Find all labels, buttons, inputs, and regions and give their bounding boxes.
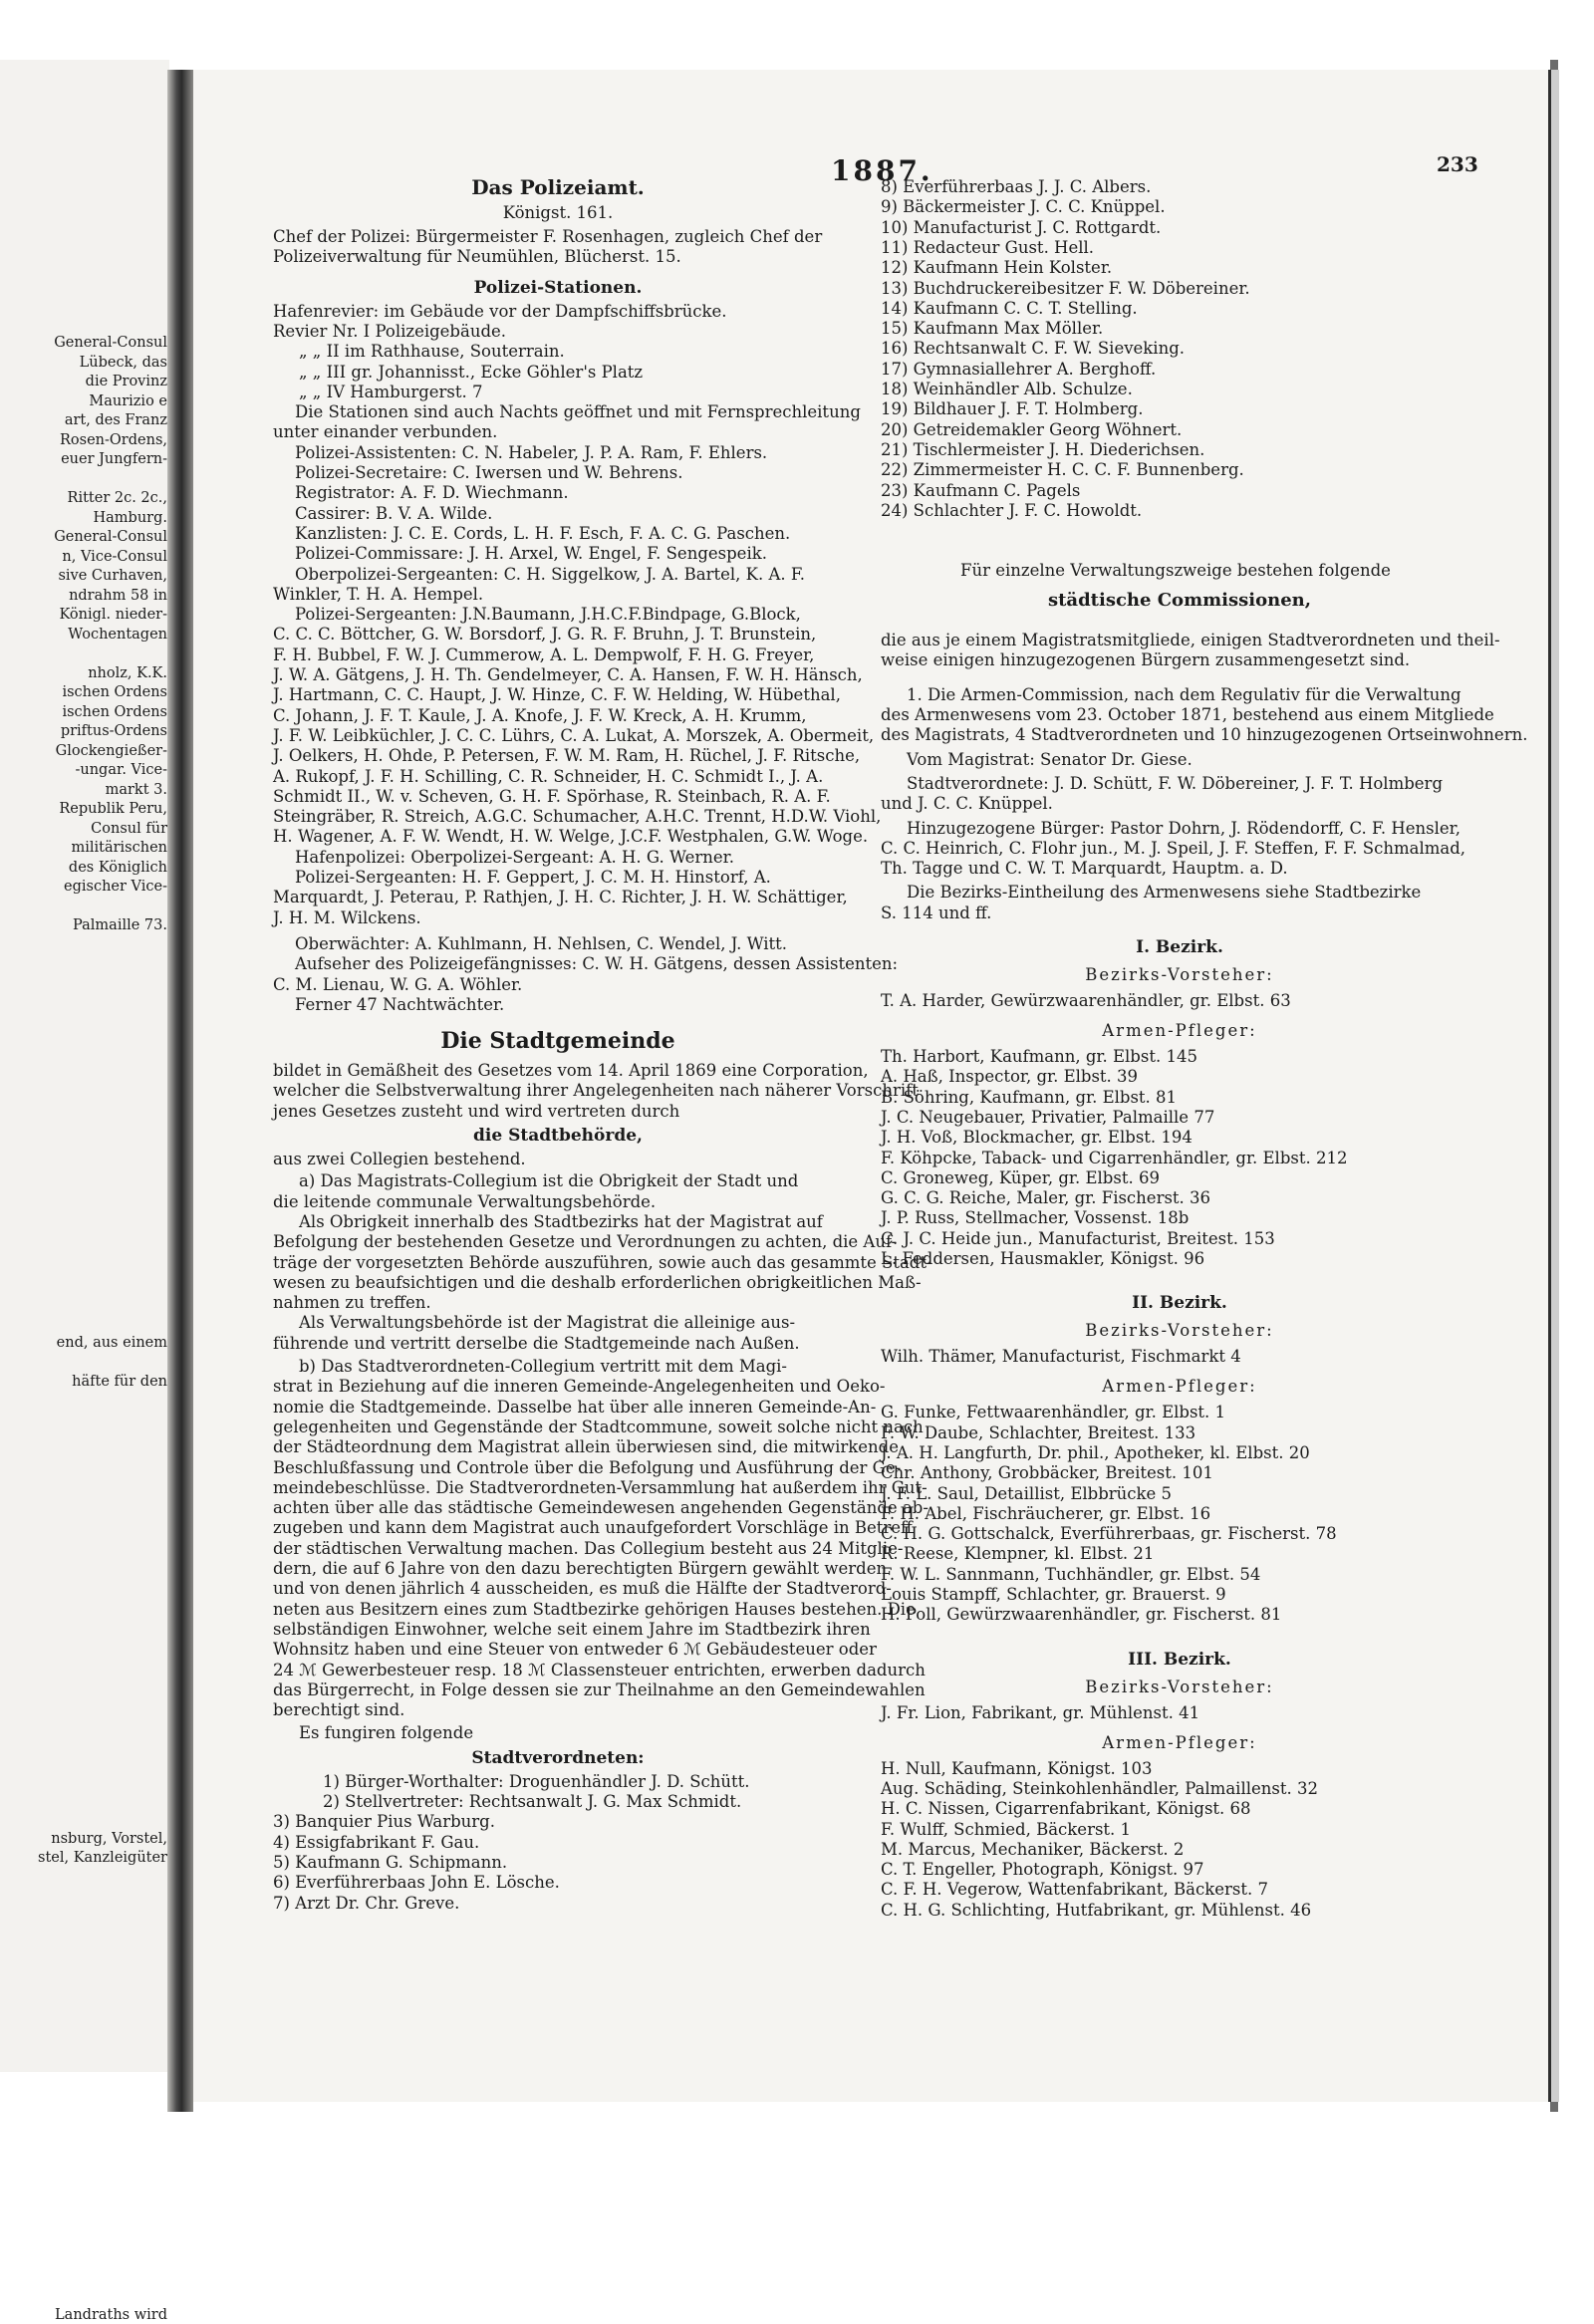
authority-subtitle: aus zwei Collegien bestehend. [273,1150,526,1168]
fragment-line: Consul für [91,820,167,837]
bezirk-3-pfleger-entry: C. H. G. Schlichting, Hutfabrikant, gr. Mühlenst. 46 [881,1900,1312,1920]
staff-line: Winkler, T. H. A. Hempel. [273,584,484,604]
council-paragraph-line: berechtigt sind. [273,1700,405,1720]
deputy-entry: 11) Redacteur Gust. Hell. [881,237,1095,257]
harbour-police-line: Polizei-Sergeanten: H. F. Geppert, J. C. M. H. Hinstorf, A. [295,868,771,887]
council-paragraph-line: das Bürgerrecht, in Folge dessen sie zur Theilnahme an den Gemeindewahlen [273,1679,926,1699]
armen-commission-line: 1. Die Armen-Commission, nach dem Regulativ für die Verwaltung [907,684,1461,704]
fragment-line: ischen Ordens [62,703,167,720]
staff-line: J. W. A. Gätgens, J. H. Th. Gendelmeyer, C. A. Hansen, F. W. H. Hänsch, [273,665,863,684]
bezirk-3-pfleger-entry: H. Null, Kaufmann, Königst. 103 [881,1758,1153,1778]
bezirk-1-pfleger-entry: G. C. G. Reiche, Maler, gr. Fischerst. 36 [881,1188,1211,1208]
bezirk-2-pfleger-entry: F. W. L. Sannmann, Tuchhändler, gr. Elbst. 54 [881,1564,1261,1584]
city-title: Die Stadtgemeinde [440,1028,675,1055]
bezirk-2-pfleger-entry: H. Poll, Gewürzwaarenhändler, gr. Fischerst. 81 [881,1605,1282,1625]
council-paragraph-line: b) Das Stadtverordneten-Collegium vertritt mit dem Magi- [299,1357,788,1376]
deputy-entry: 8) Everführerbaas J. J. C. Albers. [881,177,1152,196]
bezirk-3-pfleger-entry: C. F. H. Vegerow, Wattenfabrikant, Bäckerst. 7 [881,1880,1268,1900]
council-paragraph-line: selbständigen Einwohner, welche seit einem Jahre im Stadtbezirk ihren [273,1619,871,1639]
right-column [881,70,1528,2102]
deputy-entry: 6) Everführerbaas John E. Lösche. [273,1873,560,1893]
bezirk-2-pfleger-entry: C. H. G. Gottschalck, Everführerbaas, gr. Fischerst. 78 [881,1524,1337,1544]
fragment-line: des Königlich [68,859,167,876]
council-paragraph-line: strat in Beziehung auf die inneren Gemeinde-Angelegenheiten und Oeko- [273,1377,886,1397]
armen-commission-line: Die Bezirks-Eintheilung des Armenwesens siehe Stadtbezirke [907,883,1422,903]
bezirk-1-pfleger-entry: C. J. C. Heide jun., Manufacturist, Breitest. 153 [881,1228,1275,1248]
bezirk-1-pfleger-entry: Th. Harbort, Kaufmann, gr. Elbst. 145 [881,1047,1197,1066]
armen-commission-line: Vom Magistrat: Senator Dr. Giese. [907,749,1193,769]
bezirk-2-pfleger-entry: J. A. H. Langfurth, Dr. phil., Apotheker, kl. Elbst. 20 [881,1442,1310,1462]
bezirk-2-pfleger-entry: Chr. Anthony, Grobbäcker, Breitest. 101 [881,1463,1213,1483]
magistrate-paragraph-line: träge der vorgesetzten Behörde auszuführen, sowie auch das gesammte Stadt- [273,1252,932,1272]
bezirk-1-vorsteher: T. A. Harder, Gewürzwaarenhändler, gr. Elbst. 63 [881,991,1291,1010]
staff-line: Polizei-Sergeanten: J.N.Baumann, J.H.C.F.Bindpage, G.Block, [295,605,801,625]
deputy-entry: 4) Essigfabrikant F. Gau. [273,1832,480,1852]
fragment-line: markt 3. [105,781,167,798]
stations-note-line: Die Stationen sind auch Nachts geöffnet und mit Fernsprechleitung [295,402,861,422]
bezirk-1-pfleger-entry: J. P. Russ, Stellmacher, Vossenst. 18b [881,1208,1190,1228]
fragment-line: General-Consul [54,335,167,351]
bezirk-3-vorsteher-label: Bezirks-Vorsteher: [1085,1677,1274,1696]
council-paragraph-line: gelegenheiten und Gegenstände der Stadtcommune, soweit solche nicht nach [273,1417,924,1436]
station-line: Hafenrevier: im Gebäude vor der Dampfschiffsbrücke. [273,301,727,321]
harbour-police-line: Hafenpolizei: Oberpolizei-Sergeant: A. H. G. Werner. [295,847,734,867]
deputy-entry: 16) Rechtsanwalt C. F. W. Sieveking. [881,339,1186,359]
bezirk-2-pfleger-entry: F. W. Daube, Schlachter, Breitest. 133 [881,1422,1196,1442]
bezirk-3-pfleger-entry: F. Wulff, Schmied, Bäckerst. 1 [881,1819,1132,1839]
staff-line: C. C. C. Böttcher, G. W. Borsdorf, J. G. R. F. Bruhn, J. T. Brunstein, [273,625,817,645]
fragment-line: art, des Franz [64,412,167,428]
deputy-entry: 12) Kaufmann Hein Kolster. [881,258,1113,278]
armen-commission-line: und J. C. C. Knüppel. [881,794,1053,814]
bezirk-1-pfleger-label: Armen-Pfleger: [1102,1021,1257,1040]
bezirk-3-vorsteher: J. Fr. Lion, Fabrikant, gr. Mühlenst. 41 [881,1702,1200,1722]
fragment-line: ndrahm 58 in [69,587,167,604]
staff-line: Oberpolizei-Sergeanten: C. H. Siggelkow, J. A. Bartel, K. A. F. [295,564,805,584]
council-paragraph-line: der Städteordnung dem Magistrat allein überwiesen sind, die mitwirkende [273,1437,899,1457]
fragment-line: Rosen-Ordens, [60,431,167,448]
bezirk-3-pfleger-entry: C. T. Engeller, Photograph, Königst. 97 [881,1860,1204,1880]
deputy-entry: 13) Buchdruckereibesitzer F. W. Döbereiner. [881,278,1250,298]
guards-line: Aufseher des Polizeigefängnisses: C. W. H. Gätgens, dessen Assistenten: [295,954,899,974]
bezirk-1-pfleger-entry: L. Feddersen, Hausmakler, Königst. 96 [881,1249,1205,1268]
bezirk-1-pfleger-entry: J. C. Neugebauer, Privatier, Palmaille 77 [881,1107,1215,1127]
guards-line: Ferner 47 Nachtwächter. [295,994,505,1014]
authority-title: die Stadtbehörde, [473,1126,643,1146]
stations-heading: Polizei-Stationen. [473,277,643,298]
magistrate-paragraph-line: die leitende communale Verwaltungsbehörde. [273,1191,657,1211]
harbour-police-line: Marquardt, J. Peterau, P. Rathjen, J. H. C. Richter, J. H. W. Schättiger, [273,888,848,907]
council-paragraph-line: achten über alle das städtische Gemeindewesen angehenden Gegenstände ab- [273,1498,929,1518]
fragment-line: end, aus einem [56,1334,167,1351]
deputy-entry: 5) Kaufmann G. Schipmann. [273,1852,508,1872]
bezirk-2-pfleger-entry: J. F. L. Saul, Detaillist, Elbbrücke 5 [881,1483,1173,1503]
commissions-desc-line: die aus je einem Magistratsmitgliede, einigen Stadtverordneten und theil- [881,631,1500,650]
staff-line: Kanzlisten: J. C. E. Cords, L. H. F. Esch, F. A. C. G. Paschen. [295,523,791,543]
bezirk-1-pfleger-entry: F. Köhpcke, Taback- und Cigarrenhändler, gr. Elbst. 212 [881,1148,1348,1167]
fragment-line: nholz, K.K. [88,664,167,681]
deputy-entry: 14) Kaufmann C. C. T. Stelling. [881,298,1138,318]
bezirk-2-vorsteher-label: Bezirks-Vorsteher: [1085,1321,1274,1341]
deputy-entry: 9) Bäckermeister J. C. C. Knüppel. [881,197,1166,217]
bezirk-2-pfleger-entry: G. Funke, Fettwaarenhändler, gr. Elbst. 1 [881,1403,1226,1422]
fragment-line: Maurizio e [89,392,167,409]
guards-line: C. M. Lienau, W. G. A. Wöhler. [273,974,523,994]
council-paragraph-line: nomie die Stadtgemeinde. Dasselbe hat über alle inneren Gemeinde-An- [273,1397,877,1417]
fragment-line: nsburg, Vorstel, [51,1830,167,1847]
council-paragraph-line: 24 ℳ Gewerbesteuer resp. 18 ℳ Classensteuer entrichten, erwerben dadurch [273,1660,926,1679]
harbour-police-line: J. H. M. Wilckens. [273,907,421,927]
fragment-line: Palmaille 73. [73,917,167,933]
deputy-entry: 21) Tischlermeister J. H. Diederichsen. [881,439,1205,459]
bezirk-3-pfleger-label: Armen-Pfleger: [1102,1732,1257,1752]
staff-line: F. H. Bubbel, F. W. J. Cummerow, A. L. Dempwolf, F. H. G. Freyer, [273,645,815,664]
deputy-entry: 22) Zimmermeister H. C. C. F. Bunnenberg. [881,460,1244,480]
station-line: „ „ III gr. Johannisst., Ecke Göhler's Platz [299,362,644,382]
bezirk-1-pfleger-entry: J. H. Voß, Blockmacher, gr. Elbst. 194 [881,1128,1193,1148]
commissions-intro: Für einzelne Verwaltungszweige bestehen folgende [960,561,1391,581]
bezirk-1-pfleger-entry: C. Groneweg, Küper, gr. Elbst. 69 [881,1167,1160,1187]
fragment-line: ischen Ordens [62,684,167,700]
council-paragraph-line: meindebeschlüsse. Die Stadtverordneten-Versammlung hat außerdem ihr Gut- [273,1477,928,1497]
chief-line: Chef der Polizei: Bürgermeister F. Rosenhagen, zugleich Chef der [273,227,823,246]
staff-line: Steingräber, R. Streich, A.G.C. Schumacher, A.H.C. Trennt, H.D.W. Viohl, [273,807,882,827]
deputy-entry: 20) Getreidemakler Georg Wöhnert. [881,419,1183,439]
fragment-line: Königl. nieder- [59,607,167,623]
stations-note-line: unter einander verbunden. [273,422,498,442]
magistrate-paragraph-line: nahmen zu treffen. [273,1293,431,1313]
council-paragraph-line: zugeben und kann dem Magistrat auch unaufgefordert Vorschläge in Betreff [273,1518,913,1538]
staff-line: A. Rukopf, J. F. H. Schilling, C. R. Schneider, H. C. Schmidt I., J. A. [273,766,824,786]
fragment-line: Hamburg. [93,509,167,526]
fragment-line: stel, Kanzleigüter [38,1850,167,1866]
bezirk-3-pfleger-entry: M. Marcus, Mechaniker, Bäckerst. 2 [881,1839,1185,1859]
fragment-line: euer Jungfern- [61,451,167,467]
station-line: „ „ IV Hamburgerst. 7 [299,382,483,401]
bezirk-2-pfleger-entry: R. Reese, Klempner, kl. Elbst. 21 [881,1544,1155,1564]
bezirk-2-pfleger-label: Armen-Pfleger: [1102,1377,1257,1397]
deputy-entry: 24) Schlachter J. F. C. Howoldt. [881,500,1143,520]
armen-commission-line: Hinzugezogene Bürger: Pastor Dohrn, J. Rödendorff, C. F. Hensler, [907,818,1461,838]
city-intro-line: welcher die Selbstverwaltung ihrer Angelegenheiten nach näherer Vorschrift [273,1081,919,1101]
bezirk-3-title: III. Bezirk. [1128,1649,1231,1670]
fragment-line: General-Consul [54,529,167,545]
fragment-line: Ritter 2c. 2c., [67,490,167,506]
bezirk-1-vorsteher-label: Bezirks-Vorsteher: [1085,965,1274,984]
fungiren-line: Es fungiren folgende [299,1723,474,1743]
fragment-line: egischer Vice- [64,879,167,895]
page-number: 233 [1437,152,1478,176]
armen-commission-line: des Armenwesens vom 23. October 1871, bestehend aus einem Mitgliede [881,705,1494,724]
page-year: 1887. [831,154,933,187]
bezirk-3-pfleger-entry: H. C. Nissen, Cigarrenfabrikant, Königst. 68 [881,1799,1251,1819]
armen-commission-line: Stadtverordnete: J. D. Schütt, F. W. Döbereiner, J. F. T. Holmberg [907,773,1444,793]
staff-line: Schmidt II., W. v. Scheven, G. H. F. Spörhase, R. Steinbach, R. A. F. [273,786,831,806]
commissions-title: städtische Commissionen, [1047,590,1311,612]
fragment-line: Lübeck, das [79,354,167,371]
council-paragraph-line: neten aus Besitzern eines zum Stadtbezirke gehörigen Hauses bestehen. Die [273,1599,916,1619]
deputy-entry: 1) Bürger-Worthalter: Droguenhändler J. D. Schütt. [323,1771,750,1791]
armen-commission-line: Th. Tagge und C. W. T. Marquardt, Hauptm. a. D. [881,859,1288,879]
council-paragraph-line: Beschlußfassung und Controle über die Befolgung und Ausführung der Ge- [273,1457,902,1477]
station-line: Revier Nr. I Polizeigebäude. [273,321,507,341]
deputies-title: Stadtverordneten: [471,1747,645,1768]
magistrate-paragraph-line: Befolgung der bestehenden Gesetze und Verordnungen zu achten, die Auf- [273,1232,898,1252]
staff-line: Registrator: A. F. D. Wiechmann. [295,483,569,503]
fragment-line: -ungar. Vice- [75,762,167,778]
police-office-address: Königst. 161. [502,203,614,222]
council-paragraph-line: Wohnsitz haben und eine Steuer von entweder 6 ℳ Gebäudesteuer oder [273,1640,877,1660]
chief-line: Polizeiverwaltung für Neumühlen, Blücherst. 15. [273,247,681,267]
book-gutter [167,70,193,2112]
staff-line: Polizei-Assistenten: C. N. Habeler, J. P. A. Ram, F. Ehlers. [295,442,768,462]
council-paragraph-line: dern, die auf 6 Jahre von den dazu berechtigten Bürgern gewählt werden [273,1559,888,1578]
staff-line: J. F. W. Leibküchler, J. C. C. Lührs, C. A. Lukat, A. Morszek, A. Obermeit, [273,725,875,745]
fragment-line: Glockengießer- [55,742,167,759]
deputy-entry: 7) Arzt Dr. Chr. Greve. [273,1893,460,1913]
deputy-entry: 17) Gymnasiallehrer A. Berghoff. [881,359,1157,379]
bezirk-3-pfleger-entry: Aug. Schäding, Steinkohlenhändler, Palmaillenst. 32 [881,1778,1318,1798]
fragment-line: die Provinz [85,374,167,389]
police-office-title: Das Polizeiamt. [471,175,645,199]
bezirk-2-vorsteher: Wilh. Thämer, Manufacturist, Fischmarkt 4 [881,1347,1241,1367]
deputy-entry: 2) Stellvertreter: Rechtsanwalt J. G. Max Schmidt. [323,1792,742,1811]
fragment-line: häfte für den [72,1373,167,1390]
city-intro-line: jenes Gesetzes zusteht und wird vertreten durch [273,1101,680,1121]
armen-commission-line: des Magistrats, 4 Stadtverordneten und 10 hinzugezogenen Ortseinwohnern. [881,725,1528,745]
deputy-entry: 19) Bildhauer J. F. T. Holmberg. [881,399,1144,419]
commissions-desc-line: weise einigen hinzugezogenen Bürgern zusammengesetzt sind. [881,650,1411,670]
bezirk-2-pfleger-entry: F. H. Abel, Fischräucherer, gr. Elbst. 16 [881,1503,1211,1523]
guards-line: Oberwächter: A. Kuhlmann, H. Nehlsen, C. Wendel, J. Witt. [295,933,788,953]
staff-line: Polizei-Commissare: J. H. Arxel, W. Engel, F. Sengespeik. [295,544,767,564]
staff-line: Polizei-Secretaire: C. Iwersen und W. Behrens. [295,463,683,482]
fragment-line: Wochentagen [68,626,167,643]
deputy-entry: 15) Kaufmann Max Möller. [881,319,1104,339]
magistrate-paragraph-line: Als Obrigkeit innerhalb des Stadtbezirks hat der Magistrat auf [299,1211,823,1231]
bezirk-1-pfleger-entry: B. Söhring, Kaufmann, gr. Elbst. 81 [881,1087,1178,1107]
city-intro-line: bildet in Gemäßheit des Gesetzes vom 14. April 1869 eine Corporation, [273,1061,869,1081]
fragment-line: priftus-Ordens [60,723,167,739]
deputy-entry: 10) Manufacturist J. C. Rottgardt. [881,217,1162,237]
staff-line: Cassirer: B. V. A. Wilde. [295,503,493,523]
bezirk-1-title: I. Bezirk. [1136,937,1223,957]
magistrate-paragraph-line: Als Verwaltungsbehörde ist der Magistrat die alleinige aus- [299,1313,796,1333]
fragment-line: n, Vice-Consul [62,548,167,565]
deputy-entry: 18) Weinhändler Alb. Schulze. [881,380,1133,398]
fragment-line: sive Curhaven, [58,568,167,584]
staff-line: J. Hartmann, C. C. Haupt, J. W. Hinze, C. F. W. Helding, W. Hübethal, [273,685,841,705]
fragment-line: Landraths wird [55,2307,167,2323]
magistrate-paragraph-line: wesen zu beaufsichtigen und die deshalb erforderlichen obrigkeitlichen Maß- [273,1272,922,1292]
staff-line: H. Wagener, A. F. W. Wendt, H. W. Welge, J.C.F. Westphalen, G.W. Woge. [273,827,869,847]
deputy-entry: 23) Kaufmann C. Pagels [881,480,1081,500]
armen-commission-line: S. 114 und ff. [881,903,992,922]
fragment-line: Republik Peru, [59,801,167,817]
staff-line: C. Johann, J. F. T. Kaule, J. A. Knofe, J. F. W. Kreck, A. H. Krumm, [273,705,807,725]
page-233 [193,70,1551,2102]
magistrate-paragraph-line: führende und vertritt derselbe die Stadtgemeinde nach Außen. [273,1333,800,1353]
page-edge [1550,60,1558,2112]
station-line: „ „ II im Rathhause, Souterrain. [299,342,565,362]
bezirk-2-pfleger-entry: Louis Stampff, Schlachter, gr. Brauerst. 9 [881,1585,1226,1604]
council-paragraph-line: der städtischen Verwaltung machen. Das Collegium besteht aus 24 Mitglie- [273,1538,904,1558]
adjacent-page-fragment [0,60,169,2323]
bezirk-1-pfleger-entry: A. Haß, Inspector, gr. Elbst. 39 [881,1067,1139,1087]
magistrate-paragraph-line: a) Das Magistrats-Collegium ist die Obrigkeit der Stadt und [299,1171,799,1191]
deputy-entry: 3) Banquier Pius Warburg. [273,1812,495,1832]
bezirk-2-title: II. Bezirk. [1132,1293,1227,1314]
staff-line: J. Oelkers, H. Ohde, P. Petersen, F. W. M. Ram, H. Rüchel, J. F. Ritsche, [273,746,861,766]
council-paragraph-line: und von denen jährlich 4 ausscheiden, es muß die Hälfte der Stadtverord- [273,1579,892,1599]
fragment-line: militärischen [71,840,167,856]
armen-commission-line: C. C. Heinrich, C. Flohr jun., M. J. Speil, J. F. Steffen, F. F. Schmalmad, [881,838,1466,858]
